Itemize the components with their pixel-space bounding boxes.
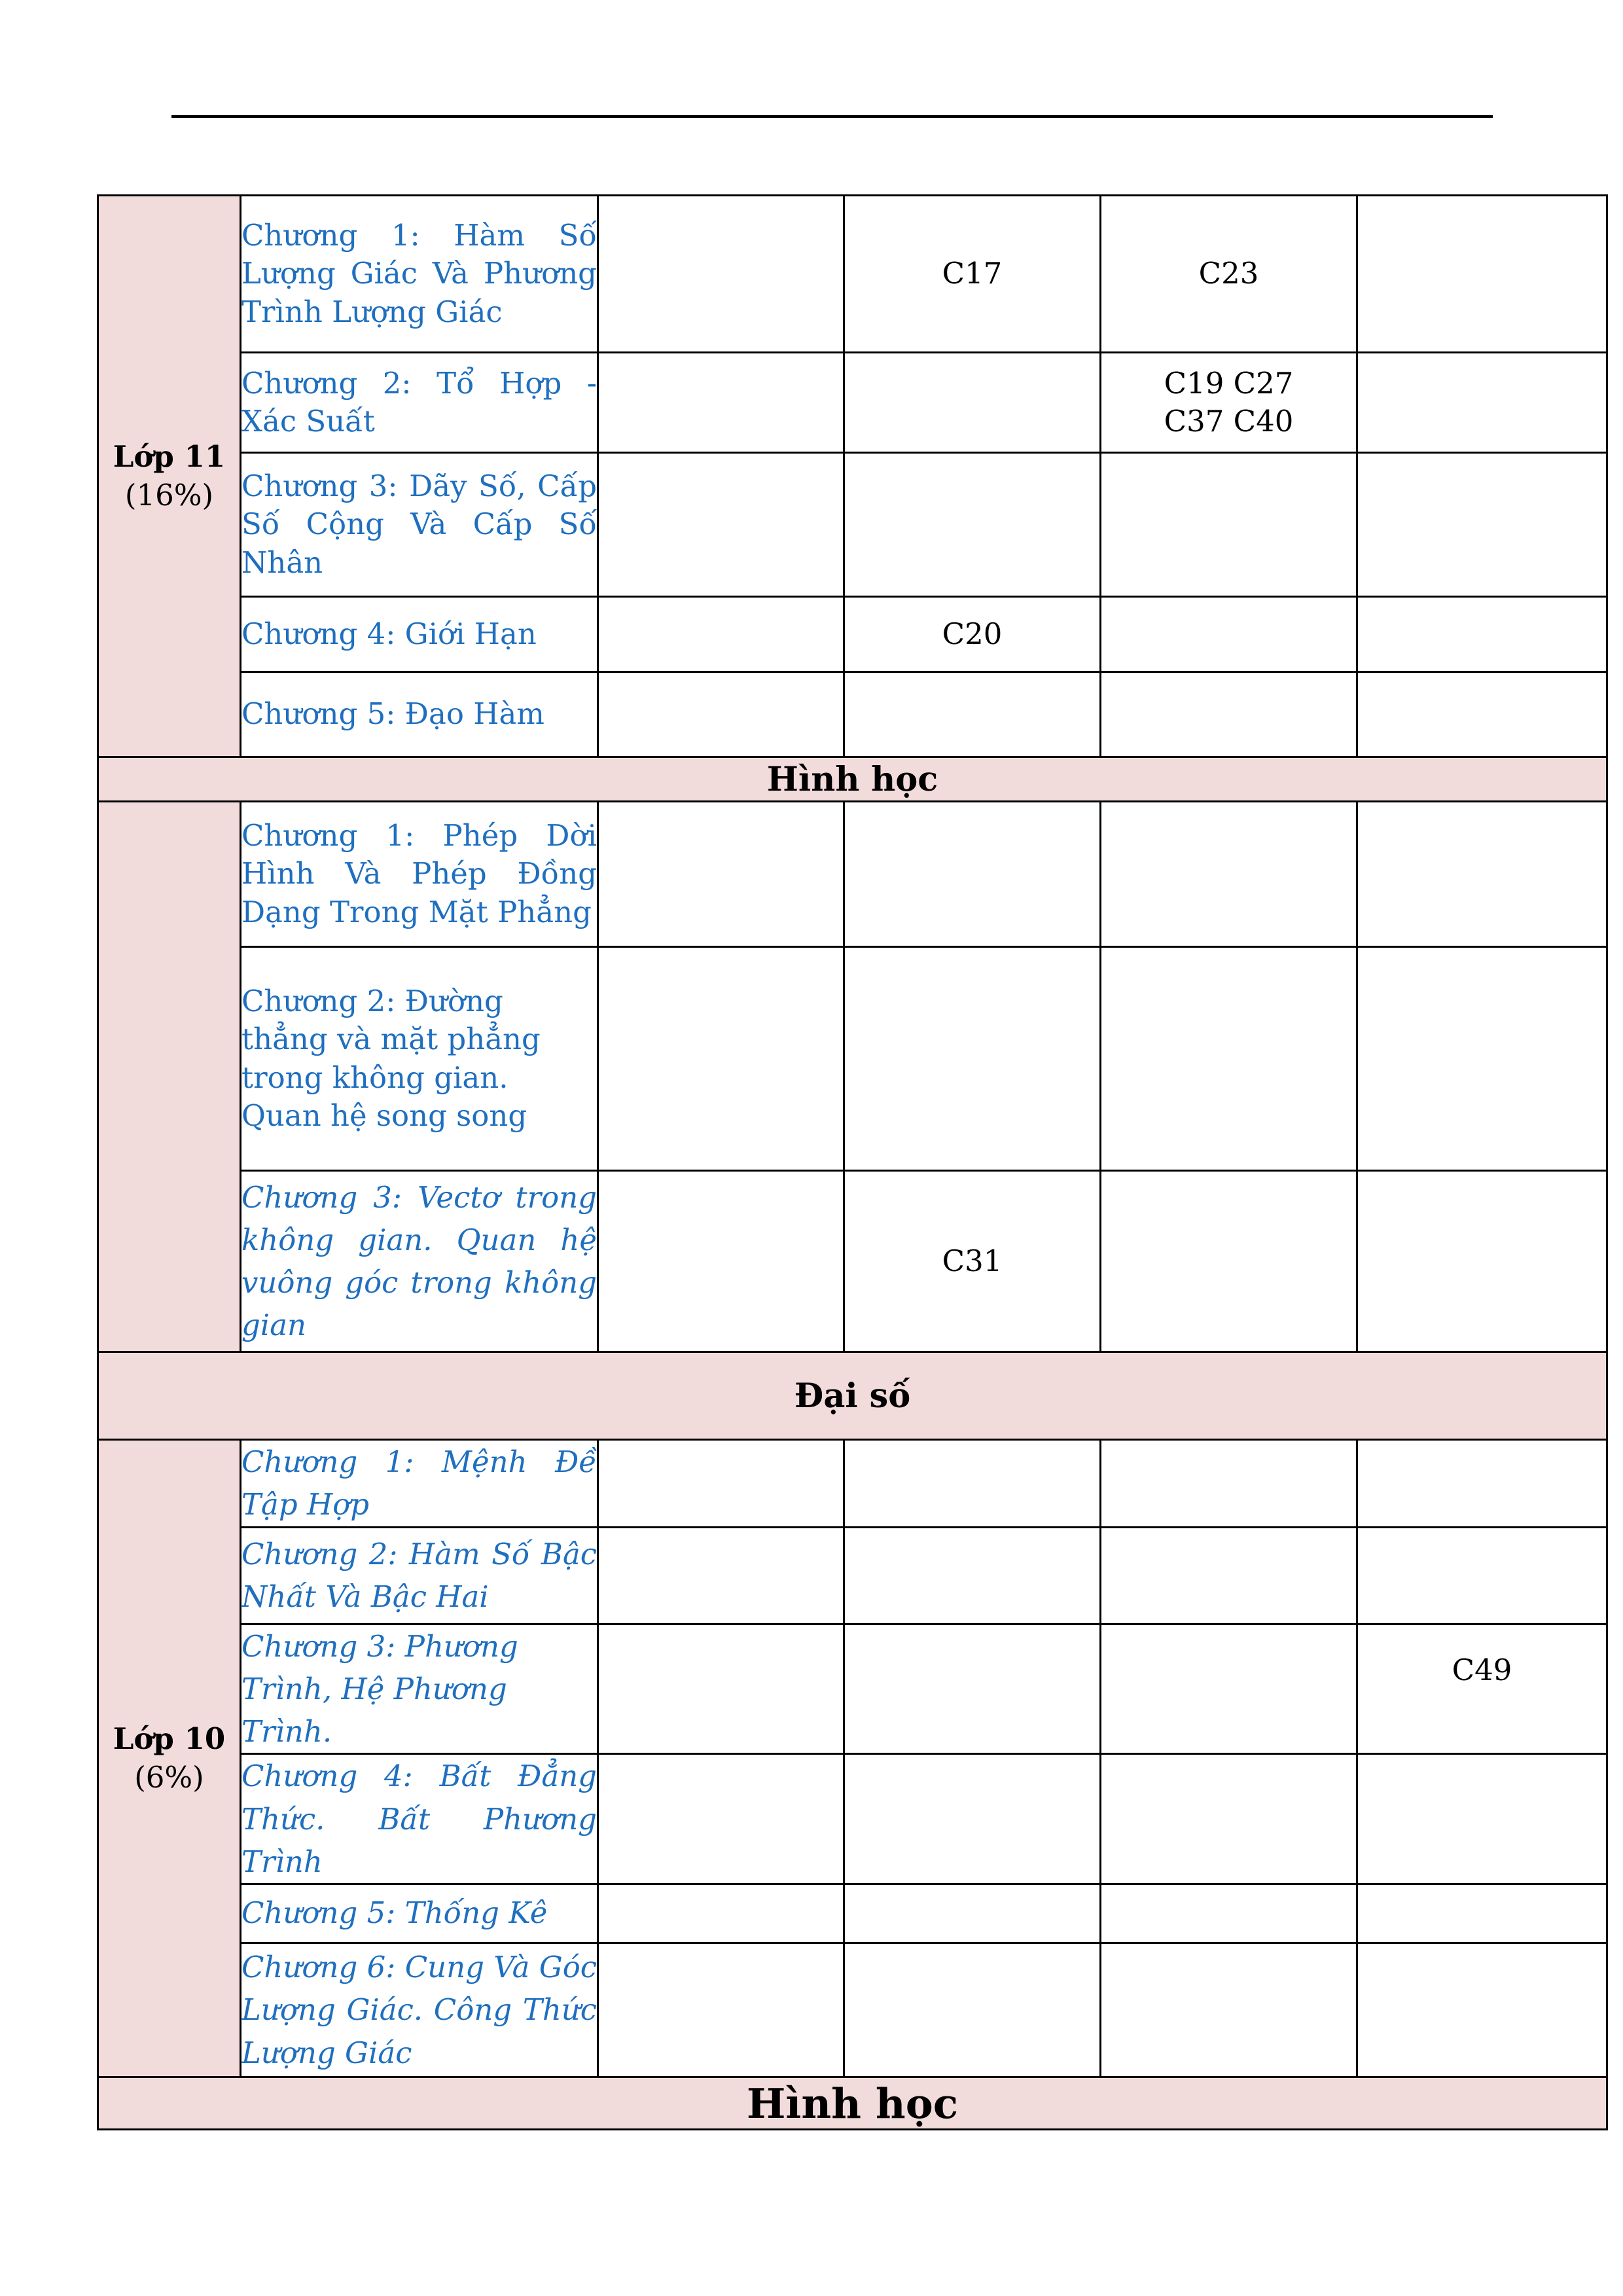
- question-cell: [844, 1943, 1101, 2077]
- question-cell: [844, 947, 1101, 1171]
- question-cell: [1357, 453, 1607, 597]
- question-cell: [1101, 1440, 1357, 1528]
- question-cell: [1357, 1884, 1607, 1943]
- section-header-dai-so: Đại số: [98, 1352, 1607, 1440]
- table-row: [98, 453, 1607, 597]
- chapter-label: Chương 5: Đạo Hàm: [241, 672, 598, 757]
- question-cell: C31: [844, 1171, 1101, 1352]
- chapter-label: Chương 4: Bất Đẳng Thức. Bất Phương Trình: [241, 1754, 598, 1884]
- chapter-label: Chương 3: Phương Trình, Hệ Phương Trình.: [241, 1624, 598, 1754]
- chapter-label: Chương 1: Phép Dời Hình Và Phép Đồng Dạng Trong Mặt Phẳng: [241, 802, 598, 947]
- question-matrix-table: [97, 194, 1608, 2130]
- question-cell: [1357, 1754, 1607, 1884]
- question-cell: [598, 196, 844, 353]
- chapter-label: Chương 2: Đường thẳng và mặt phẳng trong không gian. Quan hệ song song: [241, 947, 598, 1171]
- table-row: [98, 1884, 1607, 1943]
- question-cell: [598, 453, 844, 597]
- table-row: [98, 1171, 1607, 1352]
- question-cell: [1357, 1527, 1607, 1624]
- table-row: [98, 757, 1607, 802]
- table-row: [98, 672, 1607, 757]
- question-cell: [844, 453, 1101, 597]
- table-row: [98, 1440, 1607, 1528]
- grade-percent: (6%): [134, 1759, 204, 1795]
- table-row: [98, 597, 1607, 672]
- question-cell: C17: [844, 196, 1101, 353]
- grade-cell-lop10: [98, 1440, 241, 2077]
- question-cell: [1101, 1754, 1357, 1884]
- table-row: [98, 1624, 1607, 1754]
- question-cell: [1101, 1171, 1357, 1352]
- question-cell: [844, 1884, 1101, 1943]
- section-header-hinh-hoc: Hình học: [98, 757, 1607, 802]
- section-header-hinh-hoc: Hình học: [98, 2077, 1607, 2130]
- question-cell: [1357, 597, 1607, 672]
- table-row: [98, 1943, 1607, 2077]
- table-row: [98, 802, 1607, 947]
- question-cell: [844, 1624, 1101, 1754]
- grade-cell-lop11: [98, 196, 241, 757]
- question-cell: [1357, 1440, 1607, 1528]
- question-cell: [1101, 947, 1357, 1171]
- question-cell: [598, 947, 844, 1171]
- question-cell: [844, 1754, 1101, 1884]
- question-cell: [1357, 672, 1607, 757]
- chapter-label: Chương 3: Dãy Số, Cấp Số Cộng Và Cấp Số Nhân: [241, 453, 598, 597]
- question-cell: [598, 1527, 844, 1624]
- question-cell: [844, 1527, 1101, 1624]
- question-cell: [1101, 672, 1357, 757]
- question-cell: C49: [1357, 1624, 1607, 1754]
- question-cell: [598, 1754, 844, 1884]
- question-cell: [598, 1440, 844, 1528]
- chapter-label: Chương 5: Thống Kê: [241, 1884, 598, 1943]
- chapter-label: Chương 1: Mệnh Đề Tập Hợp: [241, 1440, 598, 1528]
- chapter-label: Chương 6: Cung Và Góc Lượng Giác. Công Thức Lượng Giác: [241, 1943, 598, 2077]
- question-cell: [1101, 1624, 1357, 1754]
- question-cell: C23: [1101, 196, 1357, 353]
- grade-name: Lớp 10: [113, 1721, 226, 1756]
- question-cell: [844, 1440, 1101, 1528]
- chapter-label: Chương 2: Hàm Số Bậc Nhất Và Bậc Hai: [241, 1527, 598, 1624]
- question-cell: [1357, 196, 1607, 353]
- question-cell: [598, 1171, 844, 1352]
- question-cell: [1357, 1943, 1607, 2077]
- question-cell: [1101, 597, 1357, 672]
- question-cell: C19 C27 C37 C40: [1101, 353, 1357, 453]
- chapter-label: Chương 3: Vectơ trong không gian. Quan hệ vuông góc trong không gian: [241, 1171, 598, 1352]
- question-cell: [1101, 1943, 1357, 2077]
- grade-cell-empty: [98, 802, 241, 1352]
- question-cell: [1101, 1884, 1357, 1943]
- table-row: [98, 947, 1607, 1171]
- chapter-label: Chương 2: Tổ Hợp - Xác Suất: [241, 353, 598, 453]
- question-cell: [844, 802, 1101, 947]
- question-cell: [1357, 1171, 1607, 1352]
- question-cell: [598, 353, 844, 453]
- question-cell: [598, 802, 844, 947]
- table-row: [98, 1352, 1607, 1440]
- question-cell: [844, 353, 1101, 453]
- question-cell: [598, 1943, 844, 2077]
- table-row: [98, 196, 1607, 353]
- table-row: [98, 353, 1607, 453]
- question-cell: [598, 1884, 844, 1943]
- grade-name: Lớp 11: [113, 439, 226, 474]
- grade-percent: (16%): [124, 477, 214, 512]
- table-row: [98, 1754, 1607, 1884]
- question-cell: [598, 1624, 844, 1754]
- question-cell: C20: [844, 597, 1101, 672]
- table-row: [98, 1527, 1607, 1624]
- question-cell: [598, 672, 844, 757]
- header-rule: [171, 115, 1493, 118]
- question-cell: [1357, 353, 1607, 453]
- question-cell: [1101, 802, 1357, 947]
- question-cell: [1357, 802, 1607, 947]
- question-cell: [844, 672, 1101, 757]
- question-cell: [1357, 947, 1607, 1171]
- question-cell: [1101, 453, 1357, 597]
- chapter-label: Chương 1: Hàm Số Lượng Giác Và Phương Trình Lượng Giác: [241, 196, 598, 353]
- question-cell: [1101, 1527, 1357, 1624]
- table-row: [98, 2077, 1607, 2130]
- question-cell: [598, 597, 844, 672]
- chapter-label: Chương 4: Giới Hạn: [241, 597, 598, 672]
